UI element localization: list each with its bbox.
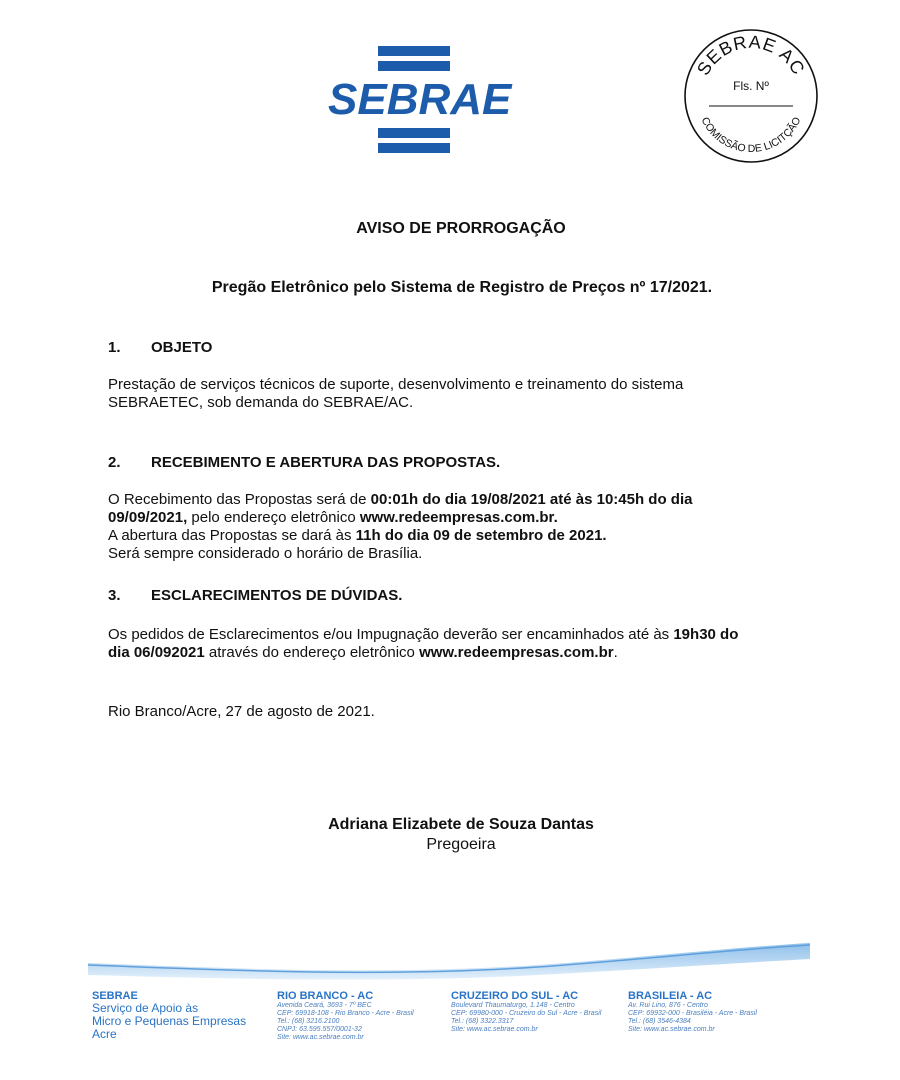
stamp-bottom-text: COMISSÃO DE LICITÇÃO	[698, 115, 804, 156]
text-run: A abertura das Propostas se dará às	[108, 527, 356, 544]
footer-sebrae-line: Micro e Pequenas Empresas	[92, 1014, 247, 1028]
esclarecimentos-paragraph	[108, 626, 808, 662]
objeto-line: SEBRAETEC, sob demanda do SEBRAE/AC.	[108, 394, 414, 411]
section-heading-esclarecimentos: ESCLARECIMENTOS DE DÚVIDAS.	[151, 587, 403, 604]
place-date: Rio Branco/Acre, 27 de agosto de 2021.	[108, 703, 375, 720]
footer-sebrae-line: Acre	[92, 1027, 117, 1041]
text-run: .	[613, 644, 618, 661]
svg-text:COMISSÃO DE LICITÇÃO	[699, 115, 804, 155]
signatory-name: Adriana Elizabete de Souza Dantas	[328, 816, 594, 833]
footer-office-line: CEP: 69932-000 - Brasiléia - Acre - Brasil	[628, 1010, 757, 1017]
footer-office-cruzeiro-do-sul	[451, 990, 601, 1034]
document-subtitle: Pregão Eletrônico pelo Sistema de Registro de Preços nº 17/2021.	[211, 279, 713, 296]
recebimento-line: Será sempre considerado o horário de Brasília.	[108, 545, 423, 562]
sebrae-logo	[328, 46, 512, 154]
footer-office-line: Tel.: (68) 3322.3317	[451, 1018, 514, 1025]
text-run: Os pedidos de Esclarecimentos e/ou Impugnação deverão ser encaminhados até às	[108, 626, 674, 643]
signatory-role: Pregoeira	[426, 836, 496, 853]
footer-sebrae-line: Serviço de Apoio às	[92, 1001, 199, 1015]
bold-run: 11h do dia 09 de setembro de 2021.	[355, 527, 607, 544]
footer-office-line: CEP: 69980-000 - Cruzeiro do Sul - Acre - Brasil	[451, 1010, 602, 1017]
bold-run: 19h30 do	[673, 626, 739, 643]
website-link: www.redeempresas.com.br	[419, 644, 614, 661]
website-link: www.redeempresas.com.br.	[359, 509, 558, 526]
section-number: 1.	[108, 339, 121, 356]
section-heading-recebimento: RECEBIMENTO E ABERTURA DAS PROPOSTAS.	[151, 454, 501, 471]
objeto-paragraph	[108, 376, 808, 412]
section-number: 3.	[108, 587, 121, 604]
footer-office-line: Av. Rui Lino, 876 - Centro	[628, 1002, 708, 1009]
footer-office-line: Site: www.ac.sebrae.com.br	[277, 1034, 364, 1041]
text-run: pelo endereço eletrônico	[187, 509, 360, 526]
svg-text:SEBRAE AC	[693, 32, 809, 79]
footer-office-title: RIO BRANCO - AC	[277, 990, 374, 1002]
recebimento-line	[108, 509, 808, 527]
recebimento-paragraph	[108, 491, 808, 563]
logo-text: SEBRAE	[328, 75, 512, 124]
footer-office-line: Boulevard Thaumaturgo, 1.148 - Centro	[451, 1002, 575, 1009]
footer-sebrae-title: SEBRAE	[92, 990, 138, 1002]
footer-office-line: Tel.: (68) 3216.2100	[277, 1018, 340, 1025]
section-number: 2.	[108, 454, 121, 471]
footer-office-line: CEP: 69918-108 - Rio Branco - Acre - Brasil	[277, 1010, 414, 1017]
text-run: O Recebimento das Propostas será de	[108, 491, 371, 508]
stamp-fls-label: Fls. Nº	[733, 79, 769, 93]
footer-office-title: CRUZEIRO DO SUL - AC	[451, 990, 579, 1002]
esclarecimentos-line	[108, 644, 808, 662]
logo-bar	[378, 143, 450, 153]
stamp-top-text: SEBRAE AC	[692, 31, 810, 79]
footer-office-line: Tel.: (68) 3546-4384	[628, 1018, 691, 1025]
footer-office-title: BRASILEIA - AC	[628, 990, 713, 1002]
recebimento-line	[108, 491, 808, 509]
footer-office-line: Site: www.ac.sebrae.com.br	[451, 1026, 538, 1033]
footer-office-brasileia	[628, 990, 757, 1034]
logo-bar	[378, 61, 450, 71]
section-heading-objeto: OBJETO	[151, 339, 213, 356]
footer-wave-decoration	[88, 935, 810, 985]
recebimento-line	[108, 527, 808, 545]
text-run: através do endereço eletrônico	[204, 644, 420, 661]
commission-stamp	[683, 28, 819, 164]
footer-office-rio-branco	[277, 990, 414, 1042]
logo-bar	[378, 128, 450, 138]
objeto-line: Prestação de serviços técnicos de suporte, desenvolvimento e treinamento do sistema	[108, 376, 684, 393]
footer-office-line: CNPJ: 63.595.557/0001-32	[277, 1026, 362, 1033]
logo-bar	[378, 46, 450, 56]
bold-run: dia 06/092021	[108, 644, 205, 661]
footer-office-line: Site: www.ac.sebrae.com.br	[628, 1026, 715, 1033]
bold-run: 00:01h do dia 19/08/2021 até às 10:45h do dia	[370, 491, 693, 508]
footer-office-line: Avenida Ceará, 3693 - 7º BEC	[277, 1002, 372, 1009]
bold-run: 09/09/2021,	[108, 509, 188, 526]
document-title: AVISO DE PRORROGAÇÃO	[356, 220, 566, 237]
footer-sebrae-block	[92, 990, 246, 1041]
esclarecimentos-line	[108, 626, 808, 644]
